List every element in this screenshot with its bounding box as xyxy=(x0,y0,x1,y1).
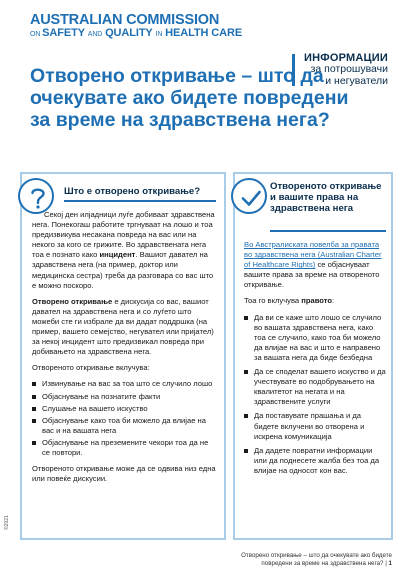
footer-line-2: повредени за време на здравствена нега? | 1 xyxy=(261,559,392,567)
logo-line-2: ON SAFETY AND QUALITY IN HEALTH CARE xyxy=(30,27,243,40)
left-column-body xyxy=(32,210,218,490)
rights-list xyxy=(244,313,386,476)
right-column-body xyxy=(244,240,386,482)
definition-paragraph: Отворено откривање е дискусија со вас, вашиот давател на здравствена нега и со луѓето што можеби сте ги избрале да ви дадат поддршка (на пример, вашето семејство, негувател или пријател) за некој инцидент што предизвикал повреда при добивањето на здравствена нега. xyxy=(32,296,214,357)
includes-list xyxy=(32,379,218,458)
badge-line-2: за потрошувачи xyxy=(310,63,388,76)
list-item: Објаснување на познатите факти xyxy=(32,392,218,402)
right-term: правото xyxy=(301,296,332,306)
list-item: Да се споделат вашето искуство и да учествувате во подобрувањето на квалитетот на негата и на здравствените услуги xyxy=(244,367,386,407)
intro-paragraph: Секој ден илјадници луѓе добиваат здравствена нега. Понекогаш работите тргнуваат на лошо и тоа предизвикува несакана повреда на вас или на некого за кого се грижите. Во здравствената нега тоа е познато како инцидент. Вашиот давател на здравствена нега (на пример, доктор или медицинска сестра) треба да разговара со вас што е можно поскоро. xyxy=(32,210,215,290)
left-heading-rule xyxy=(64,200,216,202)
list-item: Да дадете повратни информации или да поднесете жалба без тоа да влијае на односот кон вас. xyxy=(244,446,386,476)
list-item: Објаснување на преземените чекори тоа да не се повтори. xyxy=(32,438,218,458)
rights-intro: Тоа го вклучува правото: xyxy=(244,296,335,306)
commission-logo xyxy=(30,13,242,40)
open-disclosure-term: Отворено откривање xyxy=(32,296,113,306)
side-code: ©2021 xyxy=(4,515,10,530)
question-mark-icon xyxy=(18,178,54,214)
right-card-heading: Отвореното откривање и вашите права на здравствена нега xyxy=(270,181,382,215)
badge-title: ИНФОРМАЦИИ xyxy=(304,52,388,64)
list-item: Извинување на вас за тоа што се случило лошо xyxy=(32,379,218,389)
list-item: Слушање на вашето искуство xyxy=(32,404,218,414)
right-heading-rule xyxy=(270,230,386,232)
left-card-heading: Што е отворено откривање? xyxy=(64,186,201,197)
list-item: Објаснување како тоа би можело да влијае на вас и на вашата нега xyxy=(32,416,218,436)
footer-line-1: Отворено откривање – што да очекувате ако бидете xyxy=(241,552,392,559)
charter-paragraph: Во Австралиската повелба за правата во здравствена нега (Australian Charter of Healthcare Rights) се објаснуваат вашите права за време на отвореното откривање. xyxy=(244,240,382,290)
closing-paragraph: Отвореното откривање може да се одвива низ една или повеќе дискусии. xyxy=(32,464,216,484)
charter-link[interactable]: Во Австралиската повелба за правата во здравствена нега (Australian Charter of Healthcare Rights) xyxy=(244,240,382,270)
badge-line-3: и негуватели xyxy=(325,74,388,87)
logo-line-1: AUSTRALIAN COMMISSION xyxy=(30,12,220,28)
page-number: 1 xyxy=(388,559,392,567)
incident-term: инцидент xyxy=(99,250,136,260)
includes-intro: Отвореното откривање вклучува: xyxy=(32,363,150,373)
checkmark-icon xyxy=(231,178,267,214)
page-title: Отворено откривање – што да очекувате ако бидете повредени за време на здравствена нега? xyxy=(30,65,349,131)
list-item: Да ви се каже што лошо се случило во вашата здравствена нега, како тоа се случило, како тоа би можело да влијае на вас и што е направено за вашата нега да биде безбедна xyxy=(244,313,386,363)
list-item: Да поставувате прашања и да бидете вклучени во отворена и искрена комуникација xyxy=(244,411,386,441)
page-footer xyxy=(192,552,392,568)
